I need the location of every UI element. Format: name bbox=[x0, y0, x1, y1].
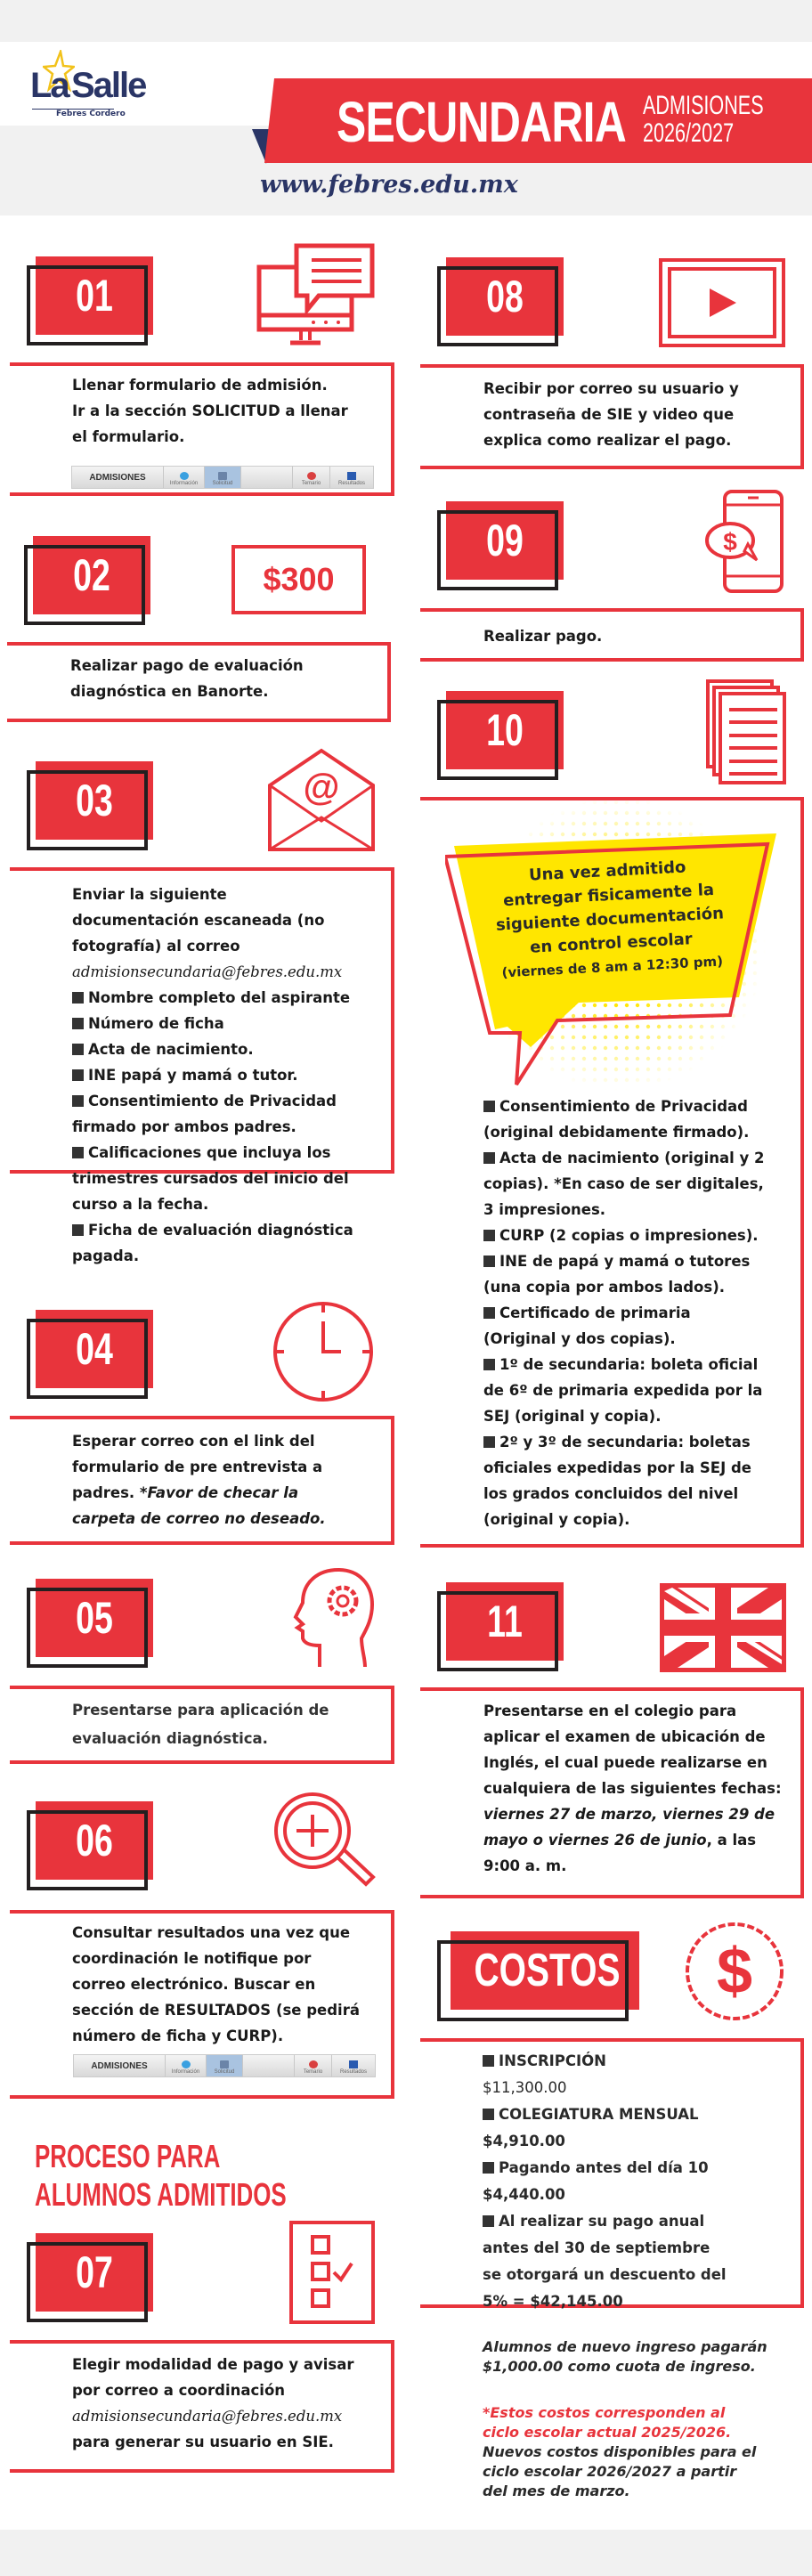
text-line: (original y copia). bbox=[483, 1511, 630, 1528]
admitted-section-title-line1: PROCESO PARA bbox=[35, 2138, 221, 2174]
cost-cycle-note bbox=[483, 2403, 803, 2442]
text-line: firmado por ambos padres. bbox=[72, 1118, 296, 1135]
doc-item: INE de papá y mamá o tutores bbox=[483, 1248, 804, 1274]
text-line: *Estos costos corresponden al bbox=[483, 2404, 726, 2421]
tab-resultados[interactable]: Resultados bbox=[332, 2055, 375, 2076]
svg-text:@: @ bbox=[303, 766, 340, 808]
text-line: Ir a la sección SOLICITUD a llenar bbox=[72, 402, 348, 419]
bullet-square-icon bbox=[72, 1018, 84, 1029]
email-link[interactable]: admisionsecundaria@febres.edu.mx bbox=[72, 2408, 343, 2425]
text-line: Una vez admitido bbox=[528, 857, 686, 885]
magnifier-plus-icon bbox=[272, 1792, 378, 1889]
text-line: para generar su usuario en SIE. bbox=[72, 2434, 334, 2450]
text-line: (viernes de 8 am a 12:30 pm) bbox=[501, 953, 724, 981]
bullet-square-icon bbox=[483, 1101, 495, 1112]
text-line: Elegir modalidad de pago y avisar bbox=[72, 2356, 354, 2373]
step-08-text bbox=[483, 376, 795, 453]
email-link[interactable]: admisionsecundaria@febres.edu.mx bbox=[72, 963, 343, 980]
cost-item-label: Pagando antes del día 10 bbox=[483, 2155, 803, 2182]
text-line: ciclo escolar actual 2025/2026. bbox=[483, 2424, 732, 2441]
bullet-square-icon bbox=[483, 2109, 494, 2120]
step-number: 04 bbox=[76, 1324, 113, 1374]
bullet-square-icon bbox=[483, 1307, 495, 1319]
doc-item: INE papá y mamá o tutor. bbox=[72, 1062, 393, 1088]
svg-text:$: $ bbox=[716, 1936, 753, 2007]
text-line: mayo o viernes 26 de junio, a las bbox=[483, 1832, 757, 1849]
doc-item: Calificaciones que incluya los bbox=[72, 1140, 393, 1166]
text-line: entregar fisicamente la bbox=[502, 880, 715, 911]
bullet-square-icon bbox=[483, 1255, 495, 1267]
video-play-icon bbox=[659, 258, 785, 347]
step-number: 11 bbox=[487, 1597, 523, 1646]
text-line: (Original y dos copias). bbox=[483, 1330, 676, 1347]
text-line: aplicar el examen de ubicación de bbox=[483, 1728, 766, 1745]
text-line: viernes 27 de marzo, viernes 29 de bbox=[483, 1806, 775, 1823]
tab-empty bbox=[243, 2055, 295, 2076]
costos-text bbox=[483, 2048, 803, 2315]
bullet-square-icon bbox=[483, 2162, 494, 2174]
annual-discount-value: 5% = $42,145.00 bbox=[483, 2293, 623, 2310]
step-01-text bbox=[72, 372, 384, 450]
text-line: padres. *Favor de checar la bbox=[72, 1484, 299, 1501]
bullet-square-icon bbox=[483, 1359, 495, 1370]
step-02-text bbox=[70, 653, 382, 704]
step-11-badge bbox=[437, 1582, 555, 1661]
text-line: 9:00 a. m. bbox=[483, 1857, 567, 1874]
text-line: los grados concluidos del nivel bbox=[483, 1485, 739, 1502]
text-line: Realizar pago de evaluación bbox=[70, 657, 304, 674]
doc-item: 2º y 3º de secundaria: boletas bbox=[483, 1429, 804, 1455]
step-09-text bbox=[483, 623, 795, 649]
bullet-square-icon bbox=[483, 2215, 494, 2227]
doc-item: CURP (2 copias o impresiones). bbox=[483, 1223, 804, 1248]
tab-informacion[interactable]: Información bbox=[164, 467, 205, 488]
doc-item: Número de ficha bbox=[72, 1011, 393, 1036]
tab-empty bbox=[241, 467, 293, 488]
banner-sub-line2: 2026/2027 bbox=[643, 118, 735, 148]
costos-title: COSTOS bbox=[474, 1945, 621, 1996]
text-line: contraseña de SIE y video que bbox=[483, 406, 735, 423]
step-07-badge bbox=[27, 2233, 144, 2312]
text-line: trimestres cursados del inicio del bbox=[72, 1170, 349, 1187]
doc-item: Ficha de evaluación diagnóstica bbox=[72, 1217, 393, 1243]
step-05-text bbox=[72, 1696, 384, 1753]
text-line: Enviar la siguiente bbox=[72, 886, 227, 903]
step-10-text bbox=[483, 1093, 804, 1532]
step-04-badge bbox=[27, 1310, 144, 1388]
new-student-fee-note bbox=[483, 2337, 803, 2377]
logo-text-la: La bbox=[30, 66, 69, 105]
header-top-band bbox=[0, 0, 812, 42]
text-line: cualquiera de las siguientes fechas: bbox=[483, 1780, 782, 1797]
text-line: diagnóstica en Banorte. bbox=[70, 683, 269, 700]
text-line: (una copia por ambos lados). bbox=[483, 1279, 726, 1296]
step-number: 01 bbox=[76, 271, 113, 321]
price-value: $300 bbox=[263, 561, 335, 597]
text-line: Consultar resultados una vez que bbox=[72, 1924, 351, 1941]
text-line: Recibir por correo su usuario y bbox=[483, 380, 739, 397]
documents-icon bbox=[706, 679, 786, 784]
text-line: del mes de marzo. bbox=[483, 2483, 630, 2499]
cost-item-label: Al realizar su pago anual bbox=[483, 2208, 803, 2235]
step-02-badge bbox=[24, 536, 142, 614]
text-line: Presentarse para aplicación de bbox=[72, 1702, 329, 1719]
text-line: Esperar correo con el link del bbox=[72, 1433, 315, 1450]
text-line: el formulario. bbox=[72, 428, 185, 445]
text-line: $1,000.00 como cuota de ingreso. bbox=[483, 2358, 756, 2375]
text-line: evaluación diagnóstica. bbox=[72, 1730, 268, 1747]
lasalle-logo[interactable] bbox=[30, 50, 146, 121]
step-06-badge bbox=[27, 1801, 144, 1880]
price-tag bbox=[231, 545, 366, 614]
doc-item: Certificado de primaria bbox=[483, 1300, 804, 1326]
step-01-badge bbox=[27, 256, 144, 335]
step-number: 09 bbox=[486, 516, 524, 565]
step-08-badge bbox=[437, 257, 555, 336]
tab-informacion[interactable]: Información bbox=[166, 2055, 207, 2076]
text-line: coordinación le notifique por bbox=[72, 1950, 312, 1967]
logo-subtitle: Febres Cordero bbox=[56, 110, 126, 118]
bullet-square-icon bbox=[72, 1069, 84, 1081]
website-link[interactable]: www.febres.edu.mx bbox=[260, 171, 518, 199]
doc-item: 1º de secundaria: boleta oficial bbox=[483, 1352, 804, 1377]
text-line: pagada. bbox=[72, 1247, 140, 1264]
logo-text-salle: Salle bbox=[71, 66, 146, 105]
phone-dollar-icon bbox=[705, 489, 785, 594]
step-number: 08 bbox=[486, 272, 524, 321]
doc-item: Nombre completo del aspirante bbox=[72, 985, 393, 1011]
computer-chat-icon bbox=[256, 242, 378, 347]
step-04-text bbox=[72, 1428, 384, 1532]
step-number: 05 bbox=[76, 1593, 113, 1643]
head-gear-icon bbox=[283, 1567, 376, 1669]
admitted-section-title-line2: ALUMNOS ADMITIDOS bbox=[35, 2176, 287, 2213]
doc-item: Acta de nacimiento (original y 2 bbox=[483, 1145, 804, 1171]
step-number: 02 bbox=[73, 550, 110, 600]
text-line: Inglés, el cual puede realizarse en bbox=[483, 1754, 767, 1771]
text-line: curso a la fecha. bbox=[72, 1196, 209, 1213]
text-line: oficiales expedidas por la SEJ de bbox=[483, 1459, 751, 1476]
text-line: Realizar pago. bbox=[483, 628, 603, 645]
text-line: en control escolar bbox=[529, 930, 694, 957]
text-line: copias). *En caso de ser digitales, bbox=[483, 1175, 764, 1192]
text-line: Nuevos costos disponibles para el bbox=[483, 2443, 757, 2460]
admisiones-bar-title: ADMISIONES bbox=[72, 467, 164, 488]
envelope-at-icon bbox=[267, 748, 376, 853]
bullet-square-icon bbox=[483, 1152, 495, 1164]
cost-item-value: $11,300.00 bbox=[483, 2079, 567, 2096]
step-05-badge bbox=[27, 1579, 144, 1657]
text-line: Presentarse en el colegio para bbox=[483, 1702, 737, 1719]
admisiones-nav-bar bbox=[73, 2054, 376, 2077]
bullet-square-icon bbox=[72, 992, 84, 1004]
clock-icon bbox=[272, 1300, 375, 1403]
text-line: 3 impresiones. bbox=[483, 1201, 606, 1218]
tab-solicitud[interactable]: Solicitud bbox=[207, 2055, 243, 2076]
costos-badge bbox=[437, 1931, 633, 2020]
doc-item: Consentimiento de Privacidad bbox=[72, 1088, 393, 1114]
tab-temario[interactable]: Temario bbox=[293, 467, 330, 488]
checklist-icon bbox=[289, 2221, 375, 2324]
cost-item-label: COLEGIATURA MENSUAL bbox=[483, 2101, 803, 2128]
uk-flag-icon bbox=[660, 1583, 786, 1672]
step-07-text bbox=[72, 2352, 393, 2455]
new-costs-note bbox=[483, 2442, 803, 2501]
text-line: ciclo escolar 2026/2027 a partir bbox=[483, 2463, 737, 2480]
footer-band bbox=[0, 2530, 812, 2576]
step-number: 03 bbox=[76, 776, 113, 825]
step-03-text bbox=[72, 882, 393, 1269]
svg-text:$: $ bbox=[723, 528, 737, 556]
dollar-seal-icon bbox=[683, 1920, 786, 2023]
text-line: documentación escaneada (no bbox=[72, 912, 325, 929]
text-line: Llenar formulario de admisión. bbox=[72, 377, 328, 394]
cost-item-label: INSCRIPCIÓN bbox=[483, 2048, 803, 2075]
text-line: carpeta de correo no deseado. bbox=[72, 1510, 326, 1527]
text-line: por correo a coordinación bbox=[72, 2382, 286, 2399]
bullet-square-icon bbox=[483, 2055, 494, 2067]
admisiones-nav-bar bbox=[71, 466, 374, 489]
text-line: sección de RESULTADOS (se pedirá bbox=[72, 2002, 360, 2019]
admisiones-bar-title: ADMISIONES bbox=[74, 2055, 166, 2076]
text-line: de 6º de primaria expedida por la bbox=[483, 1382, 763, 1399]
step-10-badge bbox=[437, 691, 555, 769]
text-line: número de ficha y CURP). bbox=[72, 2027, 284, 2044]
text-line: antes del 30 de septiembre bbox=[483, 2239, 710, 2256]
banner-title: SECUNDARIA bbox=[337, 90, 627, 154]
tab-resultados[interactable]: Resultados bbox=[330, 467, 373, 488]
bullet-square-icon bbox=[72, 1095, 84, 1107]
text-line: siguiente documentación bbox=[495, 904, 725, 935]
bullet-square-icon bbox=[72, 1044, 84, 1055]
text-line: (original debidamente firmado). bbox=[483, 1124, 750, 1141]
tab-solicitud[interactable]: Solicitud bbox=[205, 467, 241, 488]
text-line: SEJ (original y copia). bbox=[483, 1408, 662, 1425]
step-03-badge bbox=[27, 761, 144, 840]
step-11-text bbox=[483, 1698, 804, 1879]
bullet-square-icon bbox=[483, 1436, 495, 1448]
step-number: 06 bbox=[76, 1816, 113, 1865]
bullet-square-icon bbox=[483, 1230, 495, 1241]
step-06-text bbox=[72, 1920, 393, 2049]
cost-item-value: $4,440.00 bbox=[483, 2186, 565, 2203]
step-number: 07 bbox=[76, 2247, 113, 2297]
bullet-square-icon bbox=[72, 1147, 84, 1158]
tab-temario[interactable]: Temario bbox=[295, 2055, 332, 2076]
step-09-badge bbox=[437, 501, 555, 580]
step-number: 10 bbox=[486, 705, 524, 755]
text-line: se otorgará un descuento del bbox=[483, 2266, 727, 2283]
text-line: Alumnos de nuevo ingreso pagarán bbox=[483, 2338, 767, 2355]
banner-sub-line1: ADMISIONES bbox=[643, 91, 764, 120]
doc-item: Consentimiento de Privacidad bbox=[483, 1093, 804, 1119]
text-line: explica como realizar el pago. bbox=[483, 432, 732, 449]
doc-item: Acta de nacimiento. bbox=[72, 1036, 393, 1062]
cost-item-value: $4,910.00 bbox=[483, 2133, 565, 2149]
text-line: formulario de pre entrevista a bbox=[72, 1459, 323, 1475]
bubble-text bbox=[474, 852, 747, 987]
bullet-square-icon bbox=[72, 1224, 84, 1236]
text-line: correo electrónico. Buscar en bbox=[72, 1976, 316, 1993]
text-line: fotografía) al correo bbox=[72, 938, 240, 955]
